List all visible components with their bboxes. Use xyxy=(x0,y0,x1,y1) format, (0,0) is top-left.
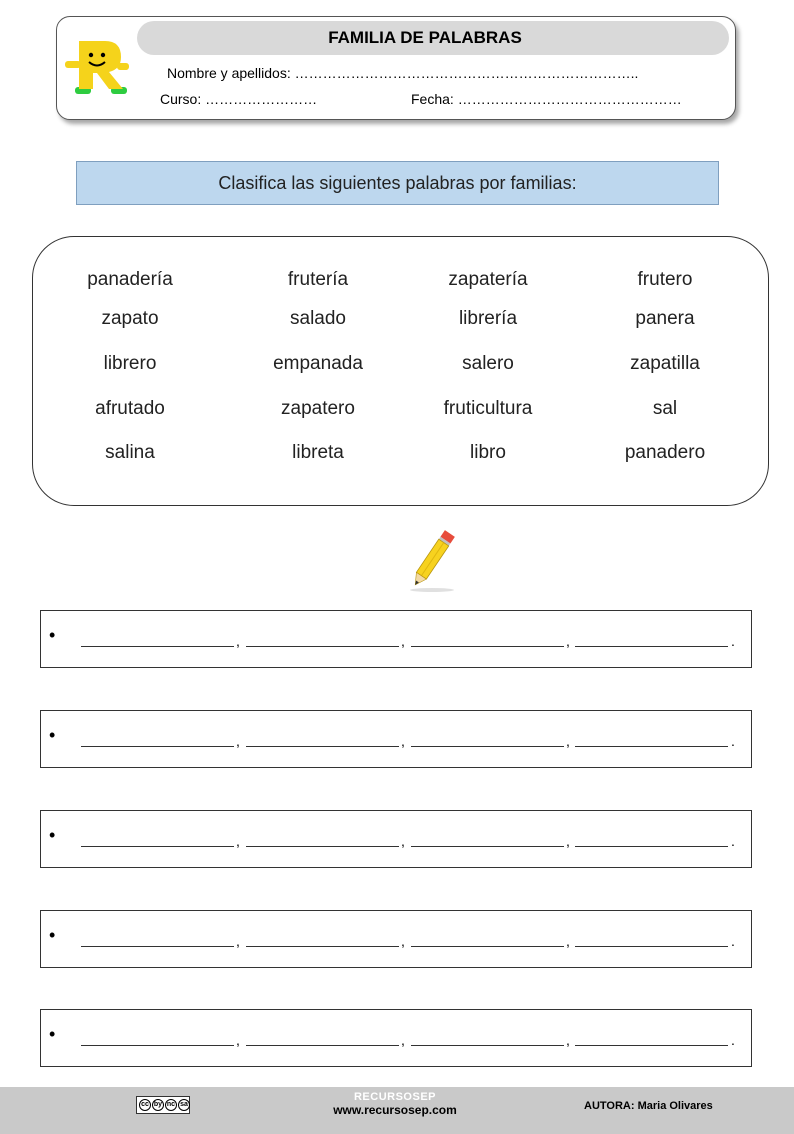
comma-separator: , xyxy=(401,933,405,949)
word-item: librero xyxy=(103,353,157,374)
word-bank xyxy=(32,236,769,506)
word-item: salero xyxy=(462,353,514,374)
nc-icon: nc xyxy=(165,1099,177,1111)
word-item: salado xyxy=(290,308,346,329)
fecha-field[interactable] xyxy=(411,91,682,107)
answer-blank[interactable] xyxy=(246,746,399,747)
comma-separator: , xyxy=(401,733,405,749)
bullet-icon: • xyxy=(49,625,56,645)
footer-brand: RECURSOSEP xyxy=(353,1091,437,1103)
word-item: panera xyxy=(635,308,695,329)
fecha-dots: ………………………………………… xyxy=(457,91,682,107)
word-item: empanada xyxy=(273,353,363,374)
comma-separator: , xyxy=(236,933,240,949)
word-item: zapatero xyxy=(281,398,355,419)
answer-blank[interactable] xyxy=(575,646,728,647)
nombre-dots: ……………………………………………………………….. xyxy=(294,65,639,81)
word-item: librería xyxy=(458,308,518,329)
word-item: panadero xyxy=(624,442,706,463)
comma-separator: , xyxy=(236,1032,240,1048)
answer-blank[interactable] xyxy=(246,1045,399,1046)
answer-blank[interactable] xyxy=(246,946,399,947)
comma-separator: , xyxy=(566,633,570,649)
answer-blank[interactable] xyxy=(81,746,234,747)
comma-separator: , xyxy=(566,1032,570,1048)
bullet-icon: • xyxy=(49,925,56,945)
nombre-field[interactable] xyxy=(167,65,638,81)
cc-icon: cc xyxy=(139,1099,151,1111)
footer-author: AUTORA: Maria Olivares xyxy=(584,1100,713,1112)
answer-blank[interactable] xyxy=(81,1045,234,1046)
answer-blank[interactable] xyxy=(575,846,728,847)
answer-blank[interactable] xyxy=(411,846,564,847)
answer-row[interactable] xyxy=(40,1009,752,1067)
answer-blank[interactable] xyxy=(411,746,564,747)
curso-dots: …………………… xyxy=(205,91,318,107)
answer-blank[interactable] xyxy=(575,946,728,947)
period-end: . xyxy=(731,933,735,949)
word-item: sal xyxy=(652,398,678,419)
nombre-label: Nombre y apellidos: xyxy=(167,65,291,81)
answer-blank[interactable] xyxy=(575,746,728,747)
word-item: zapatilla xyxy=(630,353,700,374)
comma-separator: , xyxy=(401,1032,405,1048)
word-item: afrutado xyxy=(95,398,165,419)
sa-icon: sa xyxy=(178,1099,190,1111)
word-item: zapato xyxy=(101,308,159,329)
comma-separator: , xyxy=(236,733,240,749)
bullet-icon: • xyxy=(49,825,56,845)
bullet-icon: • xyxy=(49,1024,56,1044)
answer-blank[interactable] xyxy=(81,946,234,947)
page-title: FAMILIA DE PALABRAS xyxy=(137,21,729,55)
answer-blank[interactable] xyxy=(81,846,234,847)
comma-separator: , xyxy=(401,833,405,849)
word-item: frutero xyxy=(637,269,693,290)
bullet-icon: • xyxy=(49,725,56,745)
pencil-icon xyxy=(404,526,460,594)
comma-separator: , xyxy=(401,633,405,649)
answer-row[interactable] xyxy=(40,810,752,868)
comma-separator: , xyxy=(236,633,240,649)
instruction-box: Clasifica las siguientes palabras por familias: xyxy=(76,161,719,205)
word-item: zapatería xyxy=(448,269,528,290)
period-end: . xyxy=(731,1032,735,1048)
answer-blank[interactable] xyxy=(411,646,564,647)
answer-blank[interactable] xyxy=(411,946,564,947)
answer-blank[interactable] xyxy=(411,1045,564,1046)
curso-label: Curso: xyxy=(160,91,202,107)
answer-row[interactable] xyxy=(40,710,752,768)
header-card xyxy=(56,16,736,120)
by-icon: by xyxy=(152,1099,164,1111)
comma-separator: , xyxy=(236,833,240,849)
word-item: frutería xyxy=(287,269,349,290)
comma-separator: , xyxy=(566,933,570,949)
period-end: . xyxy=(731,633,735,649)
fecha-label: Fecha: xyxy=(411,91,454,107)
answer-row[interactable] xyxy=(40,910,752,968)
word-item: libreta xyxy=(292,442,344,463)
word-item: fruticultura xyxy=(443,398,533,419)
footer xyxy=(0,1087,794,1134)
answer-row[interactable] xyxy=(40,610,752,668)
logo-r-mascot xyxy=(61,33,131,99)
answer-blank[interactable] xyxy=(575,1045,728,1046)
comma-separator: , xyxy=(566,833,570,849)
period-end: . xyxy=(731,733,735,749)
word-item: panadería xyxy=(87,269,173,290)
word-item: salina xyxy=(105,442,155,463)
answer-blank[interactable] xyxy=(246,846,399,847)
word-item: libro xyxy=(470,442,506,463)
comma-separator: , xyxy=(566,733,570,749)
answer-blank[interactable] xyxy=(246,646,399,647)
footer-url[interactable]: www.recursosep.com xyxy=(333,1103,457,1117)
period-end: . xyxy=(731,833,735,849)
curso-field[interactable] xyxy=(160,91,317,107)
answer-blank[interactable] xyxy=(81,646,234,647)
